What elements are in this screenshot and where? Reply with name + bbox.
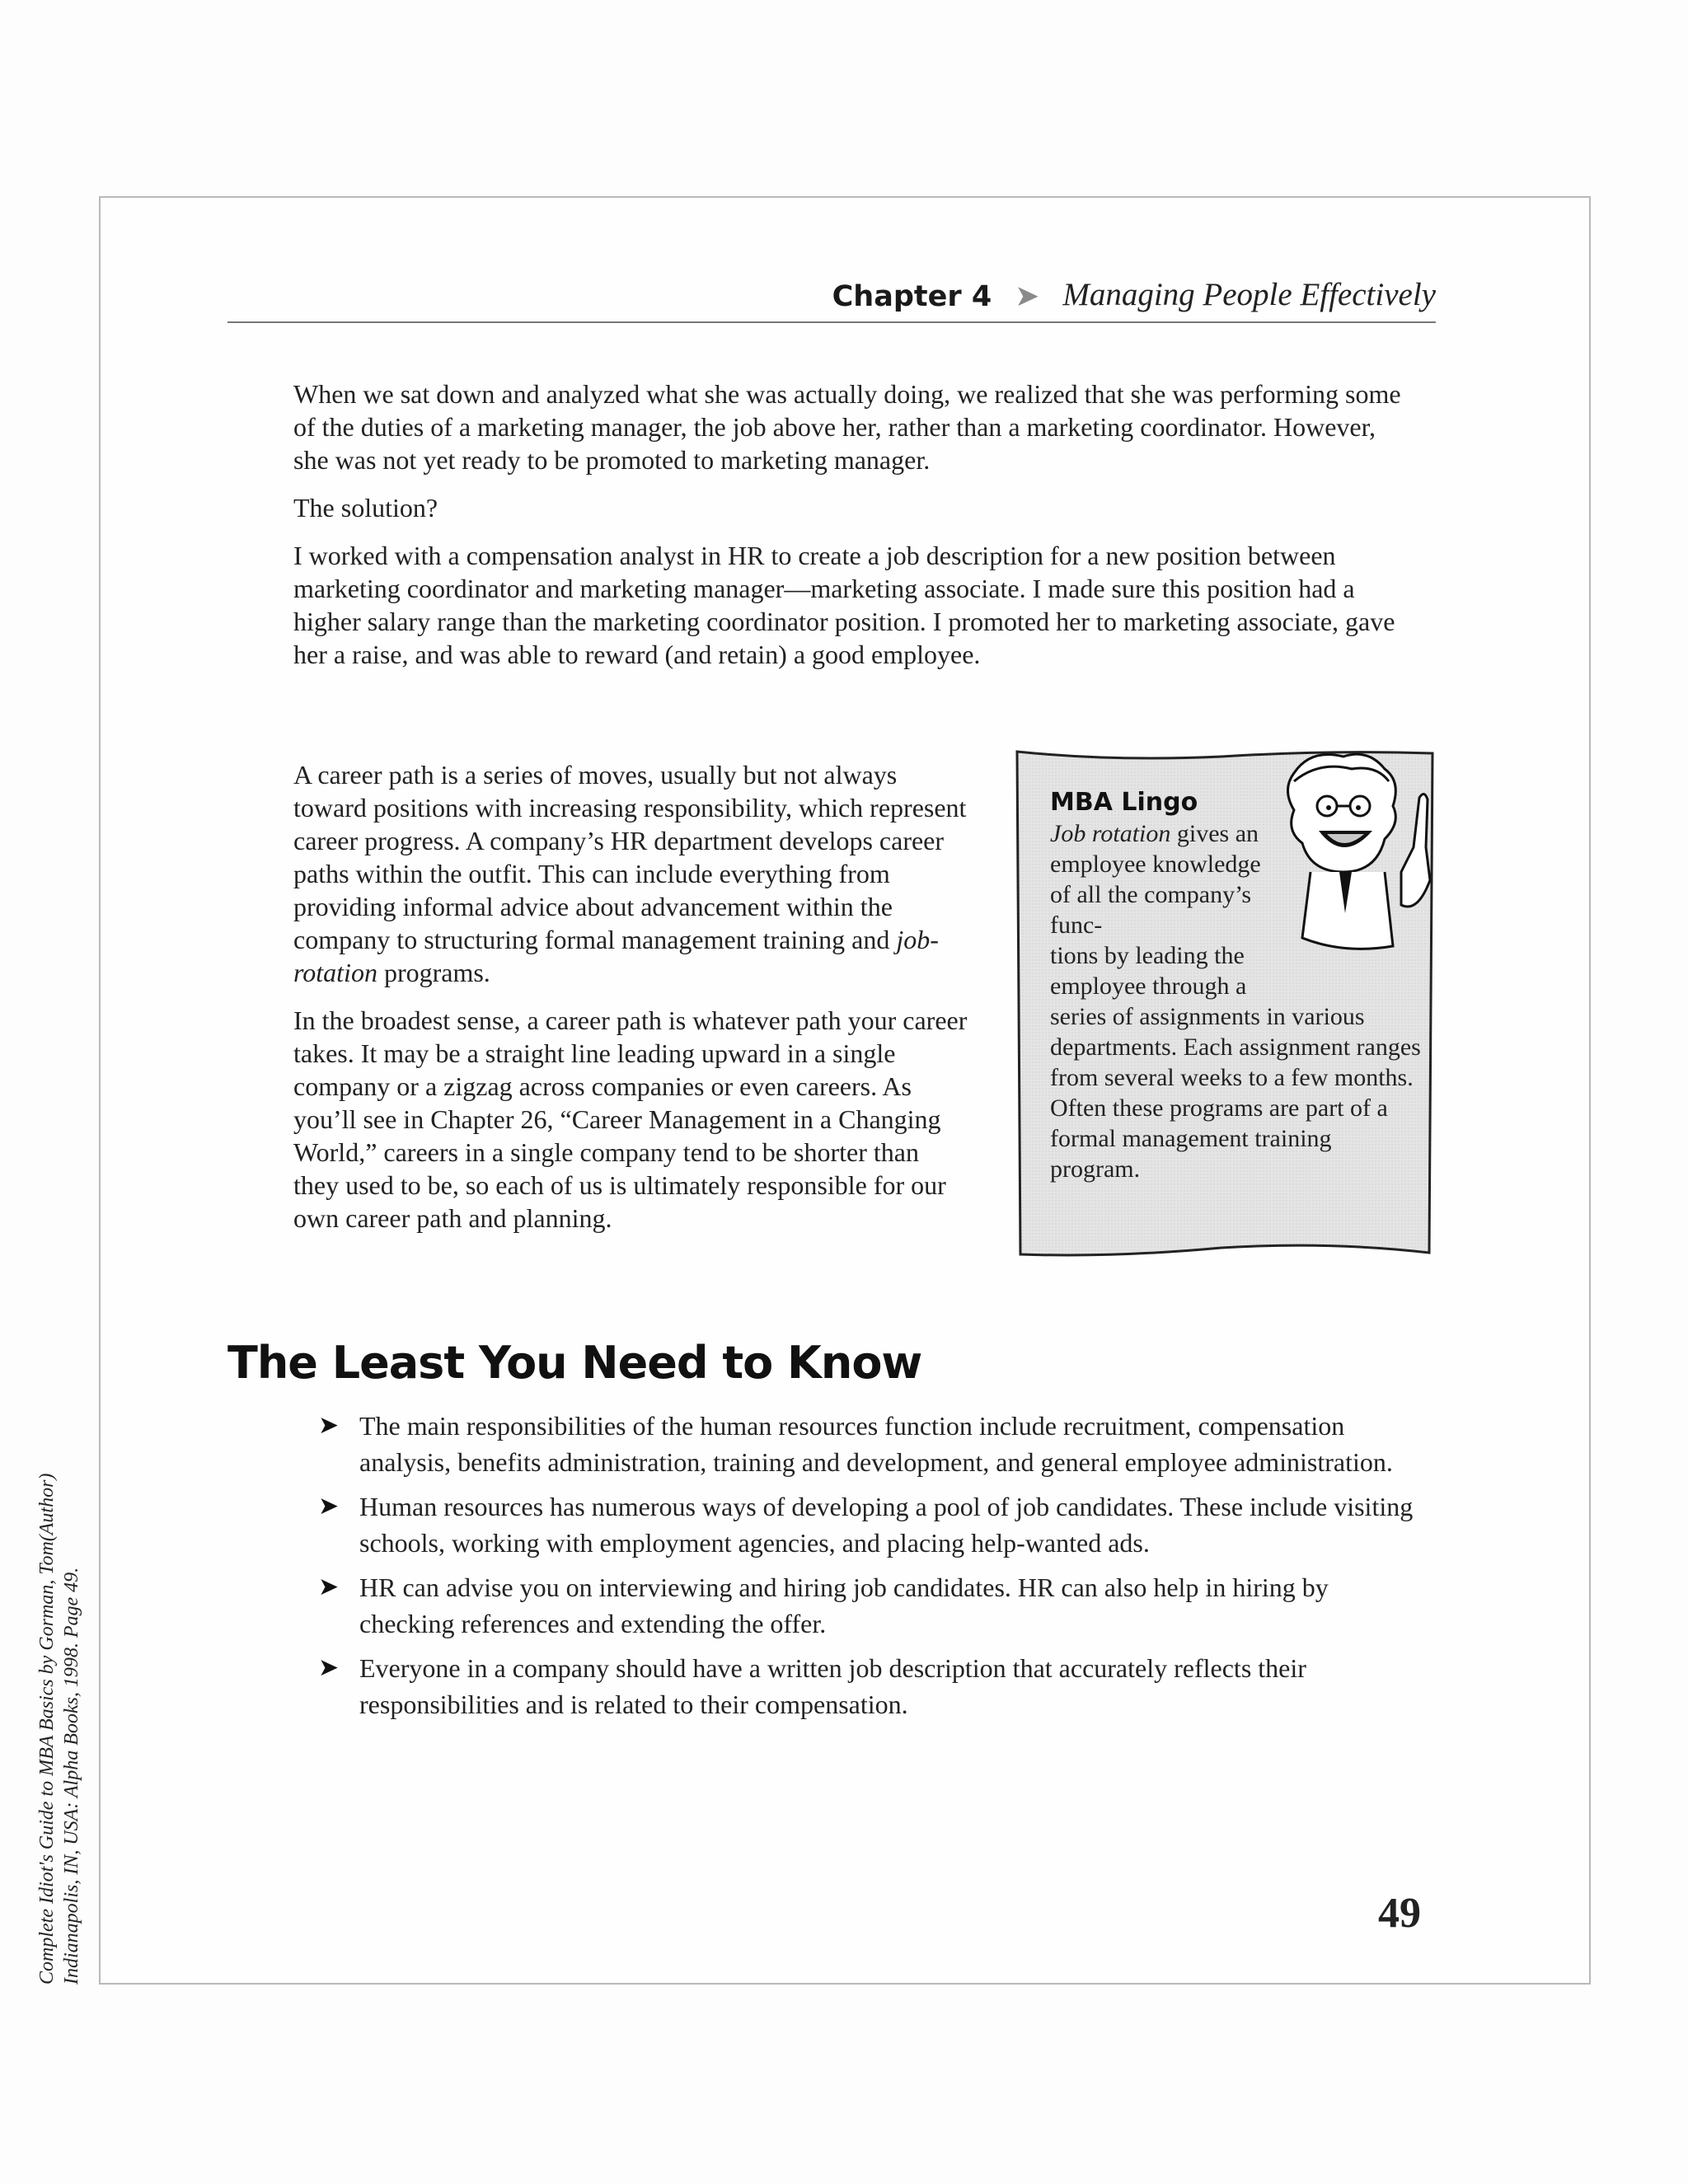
- paragraph: [293, 758, 969, 989]
- paragraph: In the broadest sense, a career path is whatever path your career takes. It may be a straight line leading upward in a single company or a zigzag across companies or even careers. As you’ll see in Chapter 26, “Career Management in a Changing World,” careers in a single company tend to be shorter than they used to be, so each of us is ultimately responsible for our own career path and planning.: [293, 1005, 968, 1233]
- italic-term: job-rotation: [293, 925, 939, 987]
- definition-start: [1050, 818, 1273, 940]
- citation-line: Complete Idiot's Guide to MBA Basics by Gorman, Tom(Author): [36, 1473, 58, 1985]
- arrowhead-bullet-icon: ➤: [318, 1492, 340, 1521]
- list-item-text: Everyone in a company should have a written job description that accurately reflects their responsibilities and is related to their compensation.: [359, 1653, 1306, 1719]
- definition-mid: tions by leading the employee through a: [1050, 942, 1247, 1000]
- citation: [35, 1474, 84, 1985]
- sidebar-heading: MBA Lingo: [1050, 788, 1198, 817]
- arrow-icon: ➤: [1015, 279, 1040, 313]
- list-item: [318, 1650, 1414, 1722]
- chapter-title: Managing People Effectively: [1062, 277, 1436, 312]
- list-item: [318, 1488, 1414, 1561]
- running-head: [227, 269, 1436, 323]
- chapter-label: Chapter 4: [832, 280, 992, 313]
- arrowhead-bullet-icon: ➤: [318, 1411, 340, 1440]
- sidebar-content: [1050, 788, 1426, 1184]
- citation-line: Indianapolis, IN, USA: Alpha Books, 1998. Page 49.: [61, 1567, 82, 1985]
- definition-end: series of assignments in various departments. Each assignment ranges from several weeks to a few months. Often these programs are part of a formal management training program.: [1050, 1003, 1421, 1183]
- arrowhead-bullet-icon: ➤: [318, 1653, 340, 1682]
- list-item-text: Human resources has numerous ways of developing a pool of job candidates. These include visiting schools, working with employment agencies, and placing help-wanted ads.: [359, 1492, 1414, 1558]
- body-text: [293, 377, 1411, 686]
- list-item-text: The main responsibilities of the human resources function include recruitment, compensation analysis, benefits administration, training and development, and general employee administration.: [359, 1411, 1393, 1477]
- paragraph: The solution?: [293, 493, 438, 523]
- list-item-text: HR can advise you on interviewing and hiring job candidates. HR can also help in hiring by checking references and extending the offer.: [359, 1572, 1329, 1638]
- text-run: programs.: [377, 958, 490, 987]
- list-item: [318, 1408, 1414, 1480]
- list-item: [318, 1569, 1414, 1642]
- mba-lingo-sidebar: [1015, 748, 1434, 1263]
- sidebar-definition: [1050, 818, 1426, 1184]
- page-number: 49: [1378, 1890, 1421, 1937]
- paragraph: I worked with a compensation analyst in HR to create a job description for a new position between marketing coordinator and marketing manager—marketing associate. I made sure this position had a higher salary range than the marketing coordinator position. I promoted her to marketing associate, gave her a raise, and was able to reward (and retain) a good employee.: [293, 541, 1395, 669]
- term: Job rotation: [1050, 820, 1171, 847]
- career-path-text: [293, 758, 969, 1249]
- section-heading: The Least You Need to Know: [227, 1337, 922, 1389]
- paragraph: When we sat down and analyzed what she was actually doing, we realized that she was performing some of the duties of a marketing manager, the job above her, rather than a marketing coordinator. However, she was not yet ready to be promoted to marketing manager.: [293, 379, 1401, 475]
- text-run: gives an employee knowledge of all the company’s func-: [1050, 820, 1261, 939]
- text-run: A career path is a series of moves, usually but not always toward positions with increasing responsibility, which represent career progress. A company’s HR department develops career paths within the outfit. This can include everything from providing informal advice about advancement within the company to structuring formal management training and: [293, 760, 967, 954]
- arrowhead-bullet-icon: ➤: [318, 1572, 340, 1601]
- summary-list: [318, 1408, 1414, 1731]
